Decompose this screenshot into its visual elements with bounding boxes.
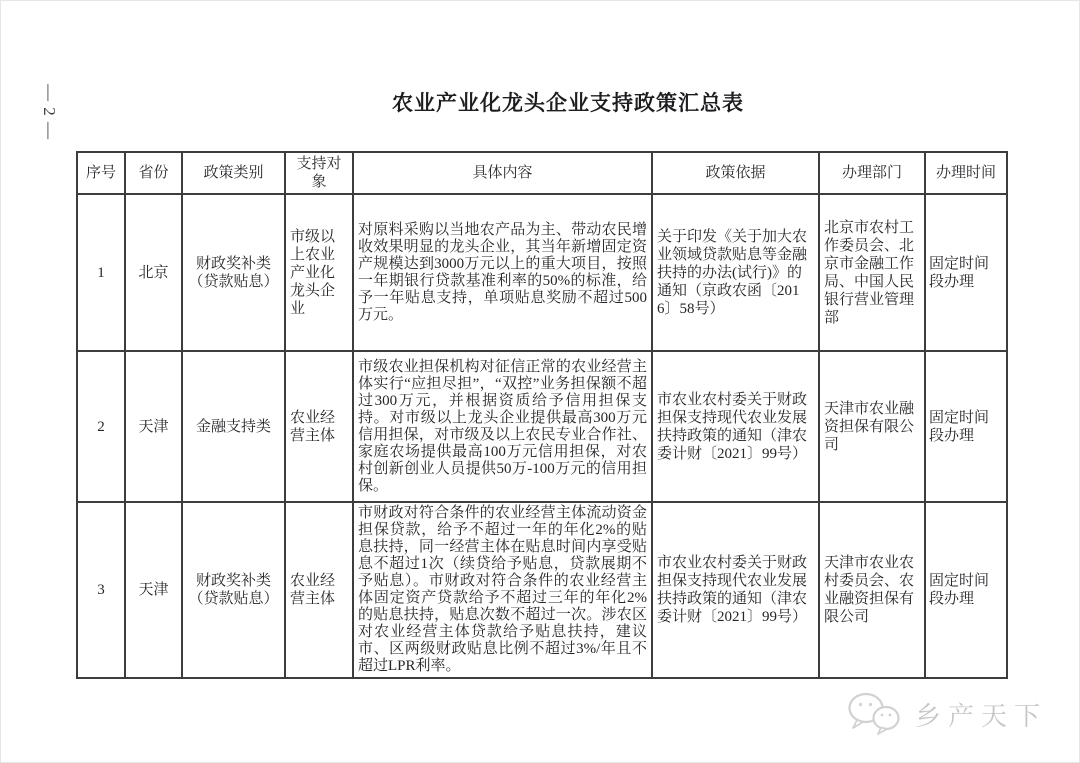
cell-target: 市级以上农业产业化龙头企业 (285, 194, 353, 351)
column-header-province: 省份 (125, 152, 182, 194)
cell-content: 对原料采购以当地农产品为主、带动农民增收效果明显的龙头企业，其当年新增固定资产规模达到3000万元以上的重大项目，按照一年期银行贷款基准利率的50%的标准，给予一年贴息支持，单项贴息奖励不超过500万元。 (353, 194, 652, 351)
column-header-category: 政策类别 (182, 152, 285, 194)
cell-department: 天津市农业农村委员会、农业融资担保有限公司 (819, 502, 925, 678)
cell-seq: 1 (77, 194, 125, 351)
page-number: — 2 — (40, 84, 59, 140)
table-row (77, 502, 1007, 678)
column-header-target: 支持对象 (285, 152, 353, 194)
table-row (77, 194, 1007, 351)
header-row (77, 152, 1007, 194)
cell-category: 财政奖补类（贷款贴息） (182, 502, 285, 678)
column-header-seq: 序号 (77, 152, 125, 194)
cell-time: 固定时间段办理 (925, 502, 1007, 678)
cell-category: 金融支持类 (182, 351, 285, 502)
page-title: 农业产业化龙头企业支持政策汇总表 (392, 91, 744, 115)
cell-department: 北京市农村工作委员会、北京市金融工作局、中国人民银行营业管理部 (819, 194, 925, 351)
cell-seq: 2 (77, 351, 125, 502)
cell-target: 农业经营主体 (285, 351, 353, 502)
cell-province: 天津 (125, 351, 182, 502)
cell-seq: 3 (77, 502, 125, 678)
cell-content: 市级农业担保机构对征信正常的农业经营主体实行“应担尽担”，“双控”业务担保额不超过300万元，并根据资质给予信用担保支持。对市级以上龙头企业提供最高300万元信用担保，对市级及以上农民专业合作社、家庭农场提供最高100万元信用担保，对农村创新创业人员提供50万-100万元的信用担保。 (353, 351, 652, 502)
column-header-content: 具体内容 (353, 152, 652, 194)
cell-department: 天津市农业融资担保有限公司 (819, 351, 925, 502)
watermark (845, 691, 1047, 737)
cell-time: 固定时间段办理 (925, 351, 1007, 502)
column-header-basis: 政策依据 (652, 152, 819, 194)
cell-basis: 关于印发《关于加大农业领域贷款贴息等金融扶持的办法(试行)》的通知（京政农函〔2016〕58号） (652, 194, 819, 351)
column-header-department: 办理部门 (819, 152, 925, 194)
cell-basis: 市农业农村委关于财政担保支持现代农业发展扶持政策的通知（津农委计财〔2021〕99号） (652, 502, 819, 678)
policy-table (76, 151, 1008, 679)
cell-category: 财政奖补类（贷款贴息） (182, 194, 285, 351)
cell-target: 农业经营主体 (285, 502, 353, 678)
wechat-bubbles-icon (845, 691, 903, 737)
cell-province: 北京 (125, 194, 182, 351)
cell-province: 天津 (125, 502, 182, 678)
cell-time: 固定时间段办理 (925, 194, 1007, 351)
cell-content: 市财政对符合条件的农业经营主体流动资金担保贷款，给予不超过一年的年化2%的贴息扶持，同一经营主体在贴息时间内享受贴息不超过1次（续贷给予贴息，贷款展期不予贴息）。市财政对符合条件的农业经营主体固定资产贷款给予不超过三年的年化2%的贴息扶持，贴息次数不超过一次。涉农区对农业经营主体贷款给予贴息扶持，建议市、区两级财政贴息比例不超过3%/年且不超过LPR利率。 (353, 502, 652, 678)
table-row (77, 351, 1007, 502)
cell-basis: 市农业农村委关于财政担保支持现代农业发展扶持政策的通知（津农委计财〔2021〕99号） (652, 351, 819, 502)
column-header-time: 办理时间 (925, 152, 1007, 194)
watermark-text: 乡产天下 (914, 700, 1047, 731)
